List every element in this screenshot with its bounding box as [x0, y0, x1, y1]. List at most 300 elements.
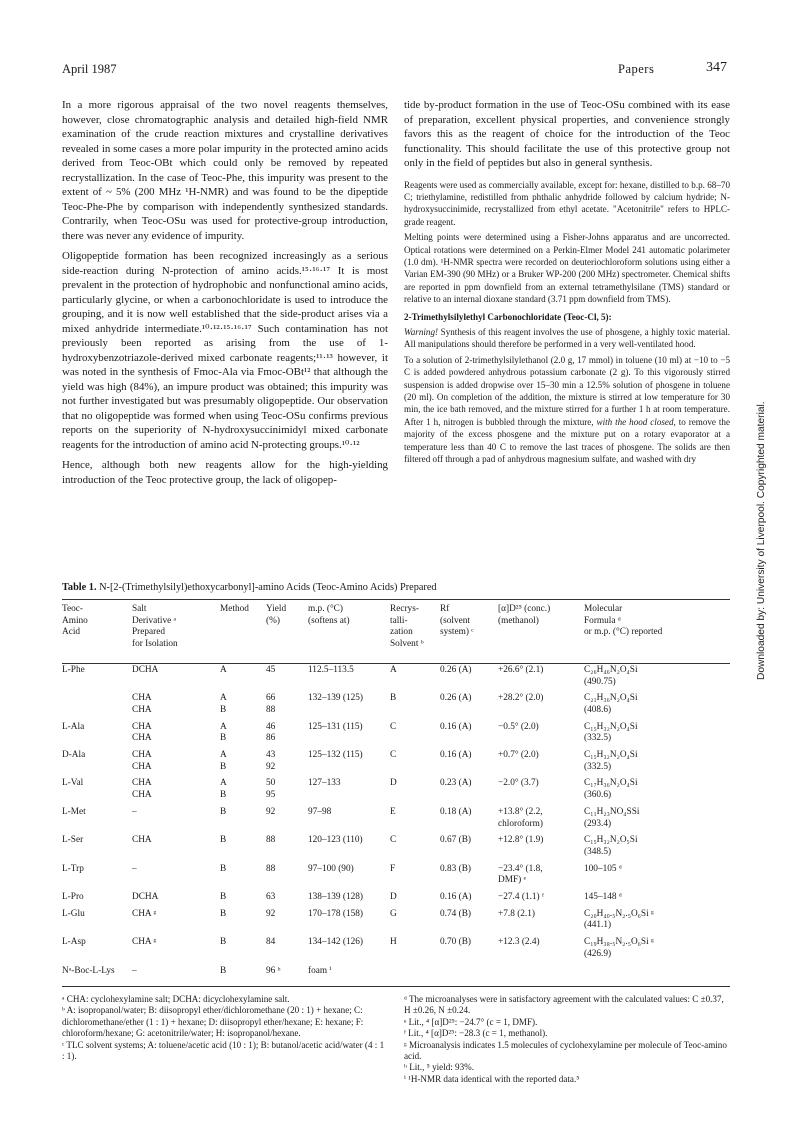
warning-text: Synthesis of this reagent involves the use of phosgene, a highly toxic material. All manipulations should therefore be performed in a very well-ventilated hood. [404, 326, 730, 350]
cell-line: 145–148 ᵈ [584, 892, 622, 903]
cell-line: L-Ala [62, 721, 85, 732]
table-cell [390, 807, 440, 835]
cell-line: 88 [266, 704, 276, 715]
table-cell [390, 693, 440, 721]
cell-line: – [132, 863, 137, 874]
cell-line: D [390, 892, 397, 903]
table-label: Table 1. [62, 582, 97, 593]
cell-line: 170–178 (158) [308, 908, 364, 919]
table-cell [584, 966, 730, 983]
table-cell [132, 966, 220, 983]
table-row [62, 807, 730, 835]
table-cell [62, 966, 132, 983]
cell-line: C₁₅H₃₂N₂O₄Si [584, 721, 638, 732]
cell-line: L-Asp [62, 937, 86, 948]
cell-line: (332.5) [584, 761, 612, 772]
cell-line: 66 [266, 693, 276, 704]
cell-line: 100–105 ᵈ [584, 863, 622, 874]
table-cell [220, 750, 266, 778]
cell-line: L-Trp [62, 863, 84, 874]
cell-line: 0.26 (A) [440, 693, 472, 704]
cell-line: 97–98 [308, 806, 332, 817]
cell-line: 127–133 [308, 778, 341, 789]
header-line: for Isolation [132, 639, 178, 650]
table-cell [584, 835, 730, 863]
cell-line: – [132, 965, 137, 976]
table-cell [220, 835, 266, 863]
header-line: Derivative ᵃ [132, 615, 177, 626]
cell-line: A [390, 664, 397, 675]
column-header [308, 604, 390, 665]
table-cell [220, 937, 266, 965]
cell-line: B [220, 937, 227, 948]
table-cell [308, 835, 390, 863]
cell-line: DCHA [132, 892, 159, 903]
cell-line: 134–142 (126) [308, 937, 364, 948]
table-cell [498, 722, 584, 750]
table-cell [220, 807, 266, 835]
table-cell [308, 909, 390, 937]
running-head-date: April 1987 [62, 62, 117, 76]
table-cell [266, 693, 308, 721]
header-line: Method [220, 604, 249, 614]
cell-line: L-Val [62, 778, 84, 789]
header-line: zation [390, 627, 413, 638]
cell-line: 63 [266, 892, 276, 903]
cell-line: +12.8° (1.9) [498, 835, 544, 846]
cell-line: CHA [132, 750, 152, 761]
cell-line: CHA ᵍ [132, 937, 157, 948]
cell-line: 0.26 (A) [440, 664, 472, 675]
body-paragraph: In a more rigorous appraisal of the two novel reagents themselves, however, close chromatographic analysis and detailed high-field NMR examination of the crude reaction mixtures and crystalline derivatives revealed in some cases a more polar impurity in the protected amino acids derived from Teoc-OBt which could only be removed by repeated recrystallization. In the case of Teoc-Phe, this impurity was present to the extent of ~ 5% (200 MHz ¹H-NMR) and was found to be the dipeptide Teoc-Phe-Phe by comparison with independently synthesized standards. Contrarily, when Teoc-OSu was used for protective-group introduction, there was never any evidence of impurity. [62, 99, 388, 242]
footnote: ᵃ CHA: cyclohexylamine salt; DCHA: dicyclohexylamine salt. [62, 994, 290, 1004]
cell-line: 95 [266, 790, 276, 801]
table-cell [498, 778, 584, 806]
warning-paragraph [404, 326, 730, 351]
cell-line: H [390, 937, 397, 948]
cell-line: 125–131 (115) [308, 721, 363, 732]
table-cell [440, 909, 498, 937]
section-heading: 2-Trimethylsilylethyl Carbonochloridate (Teoc-Cl, 5): [404, 311, 612, 322]
table-cell [390, 909, 440, 937]
footnote: ⁱ ¹H-NMR data identical with the reported data.⁵ [404, 1073, 580, 1084]
header-line: Solvent ᵇ [390, 639, 424, 650]
footnote: ᵍ Microanalysis indicates 1.5 molecules of cyclohexylamine per molecule of Teoc-amino acid. [404, 1039, 727, 1062]
table-row [62, 693, 730, 721]
table-cell [584, 909, 730, 937]
header-line: Rf [440, 604, 450, 614]
cell-line: L-Met [62, 806, 86, 817]
table-cell [440, 722, 498, 750]
table-cell [132, 937, 220, 965]
cell-line: L-Glu [62, 908, 85, 919]
cell-line: foam ⁱ [308, 965, 332, 976]
header-line: (solvent [440, 615, 470, 626]
footnote: ᶜ TLC solvent systems; A: toluene/acetic acid (10 : 1); B: butanol/acetic acid/water (4 : 1 : 1). [62, 1039, 385, 1062]
table-cell [266, 665, 308, 693]
cell-line: C [390, 750, 397, 761]
table-cell [498, 892, 584, 909]
cell-line: (360.6) [584, 790, 612, 801]
table-cell [308, 892, 390, 909]
table-cell [440, 665, 498, 693]
table-cell [584, 778, 730, 806]
header-line: Formula ᵈ [584, 615, 621, 626]
cell-line: (408.6) [584, 704, 612, 715]
cell-line: 84 [266, 937, 276, 948]
cell-line: L-Ser [62, 835, 84, 846]
cell-line: 43 [266, 750, 276, 761]
table-row [62, 937, 730, 965]
cell-line: B [220, 835, 227, 846]
cell-line: C [390, 721, 397, 732]
header-line: Yield [266, 604, 287, 614]
table-cell [62, 693, 132, 721]
table-cell [440, 778, 498, 806]
table-cell [266, 909, 308, 937]
cell-line: A [220, 664, 227, 675]
table-cell [584, 807, 730, 835]
table-cell [132, 909, 220, 937]
table-cell [266, 778, 308, 806]
warning-label: Warning! [404, 326, 439, 337]
cell-line: DCHA [132, 664, 159, 675]
table-cell [220, 892, 266, 909]
cell-line: B [220, 733, 227, 744]
table-cell [498, 807, 584, 835]
table-cell [266, 807, 308, 835]
procedure-emphasis: with the hood closed, [596, 416, 676, 427]
cell-line: B [220, 790, 227, 801]
header-line: (softens at) [308, 615, 350, 626]
footnotes-right [404, 994, 730, 1085]
cell-line: 132–139 (125) [308, 693, 364, 704]
cell-line: D-Ala [62, 750, 86, 761]
cell-line: +7.8 (2.1) [498, 908, 536, 919]
cell-line: C [390, 835, 397, 846]
cell-line: (441.1) [584, 920, 612, 931]
table-title: N-[2-(Trimethylsilyl)ethoxycarbonyl]-amino Acids (Teoc-Amino Acids) Prepared [96, 582, 437, 593]
table-cell [390, 665, 440, 693]
table-cell [266, 864, 308, 892]
cell-line: A [220, 750, 227, 761]
column-header [584, 604, 730, 665]
table-cell [266, 750, 308, 778]
cell-line: 88 [266, 863, 276, 874]
table-cell [132, 807, 220, 835]
right-column [404, 98, 730, 468]
cell-line: C₁₅H₃₂N₂O₄Si [584, 750, 638, 761]
footnote: ᵉ Lit., ⁴ [α]D²⁵: −24.7° (c = 1, DMF). [404, 1016, 538, 1027]
table-cell [440, 864, 498, 892]
table-cell [440, 966, 498, 983]
table-cell [62, 892, 132, 909]
cell-line: (490.75) [584, 676, 616, 687]
footnote: ʰ Lit., ⁵ yield: 93%. [404, 1062, 474, 1073]
header-line: Teoc- [62, 604, 84, 614]
cell-line: +13.8° (2.2, [498, 806, 543, 817]
table-cell [266, 835, 308, 863]
table-row [62, 665, 730, 693]
left-column [62, 98, 388, 493]
table-cell [266, 722, 308, 750]
table-cell [62, 835, 132, 863]
running-head-section: Papers [618, 62, 655, 76]
column-header [440, 604, 498, 665]
table-row [62, 835, 730, 863]
page-number: 347 [706, 60, 727, 75]
cell-line: Nᵃ-Boc-L-Lys [62, 965, 115, 976]
cell-line: 0.70 (B) [440, 937, 471, 948]
cell-line: C₁₅H₃₂N₂O₅Si [584, 835, 638, 846]
column-header [62, 604, 132, 665]
header-line: (methanol) [498, 615, 539, 626]
table-row [62, 909, 730, 937]
cell-line: −27.4 (1.1) ᶠ [498, 892, 544, 903]
table-cell [498, 693, 584, 721]
cell-line: C₁₉H₃₈.₅N₂.₅O₆Si ᵍ [584, 937, 654, 948]
cell-line: 92 [266, 908, 276, 919]
cell-line: 97–100 (90) [308, 863, 354, 874]
cell-line: – [132, 806, 137, 817]
table-cell [308, 807, 390, 835]
cell-line: L-Phe [62, 664, 85, 675]
cell-line: 0.16 (A) [440, 750, 472, 761]
table-cell [584, 665, 730, 693]
table-cell [308, 966, 390, 983]
cell-line: A [220, 693, 227, 704]
cell-line: chloroform) [498, 818, 543, 829]
cell-line: CHA [132, 693, 152, 704]
table-cell [132, 722, 220, 750]
table-cell [220, 864, 266, 892]
footnotes-left [62, 994, 386, 1062]
table-row [62, 966, 730, 983]
cell-line: C₁₁H₂₃NO₄SSi [584, 806, 640, 817]
table-cell [390, 864, 440, 892]
table-cell [308, 750, 390, 778]
cell-line: B [220, 704, 227, 715]
cell-line: (348.5) [584, 846, 612, 857]
cell-line: (332.5) [584, 733, 612, 744]
table-cell [498, 864, 584, 892]
cell-line: −2.0° (3.7) [498, 778, 539, 789]
table-cell [308, 778, 390, 806]
table-cell [132, 665, 220, 693]
column-header [390, 604, 440, 665]
table-cell [390, 892, 440, 909]
table-cell [220, 693, 266, 721]
amino-acid-table [62, 604, 730, 982]
table-cell [498, 750, 584, 778]
cell-line: 120–123 (110) [308, 835, 363, 846]
table-cell [440, 937, 498, 965]
cell-line: 46 [266, 721, 276, 732]
body-paragraph: Hence, although both new reagents allow for the high-yielding introduction of the Teoc protective group, the lack of oligopep- [62, 459, 388, 486]
cell-line: 0.23 (A) [440, 778, 472, 789]
cell-line: C₁₇H₃₆N₂O₄Si [584, 778, 638, 789]
cell-line: 86 [266, 733, 276, 744]
cell-line: 138–139 (128) [308, 892, 364, 903]
table-cell [440, 693, 498, 721]
cell-line: 125–132 (115) [308, 750, 363, 761]
table-cell [62, 722, 132, 750]
table-cell [62, 750, 132, 778]
cell-line: 45 [266, 664, 276, 675]
table-cell [440, 750, 498, 778]
table-cell [498, 937, 584, 965]
procedure-paragraph [404, 354, 730, 466]
cell-line: B [220, 908, 227, 919]
cell-line: A [220, 721, 227, 732]
cell-line: (293.4) [584, 818, 612, 829]
table-cell [584, 750, 730, 778]
cell-line: CHA [132, 790, 152, 801]
table-cell [390, 778, 440, 806]
table-cell [62, 665, 132, 693]
table-cell [498, 835, 584, 863]
experimental-paragraph: Melting points were determined using a Fisher-Johns apparatus and are uncorrected. Optical rotations were determined on a Perkin-Elmer Model 241 automatic polarimeter (1.0 dm). ¹H-NMR spectra were recorded on deuteriochloroform solutions using either a Varian EM-390 (90 MHz) or a Bruker WP-200 (200 MHz) spectrometer. Chemical shifts are reported in ppm downfield from an external tetramethylsilane (TMS) standard or relative to an internal dioxane standard (3.71 ppm downfield from TMS). [404, 232, 730, 305]
header-line: m.p. (°C) [308, 604, 343, 614]
table-caption [62, 582, 437, 593]
cell-line: (426.9) [584, 948, 612, 959]
cell-line: CHA [132, 721, 152, 732]
table-row [62, 750, 730, 778]
table-row [62, 864, 730, 892]
header-line: Molecular [584, 604, 623, 614]
cell-line: B [220, 892, 227, 903]
cell-line: 96 ʰ [266, 965, 281, 976]
header-line: system) ᶜ [440, 627, 474, 638]
table-cell [220, 722, 266, 750]
table-cell [390, 750, 440, 778]
procedure-text: To a solution of 2-trimethylsilylethanol (2.0 g, 17 mmol) in toluene (10 ml) at −10 to −5 C is added powdered anhydrous potassium carbonate (2 g). To this vigorously stirred suspension is added dropwise over 15–30 min a 12.5% solution of phosgene in toluene (20 ml). On completion of the addition, the mixture is stirred at low temperature for 30 min, the ice bath removed, and the mixture stirred for a further 1 h at room temperature. After 1 h, nitrogen is bubbled through the mixture, [404, 354, 730, 427]
table-cell [584, 864, 730, 892]
body-paragraph: Oligopeptide formation has been recognized increasingly as a serious side-reaction during N-protection of amino acids.¹⁵·¹⁶·¹⁷ It is most prevalent in the protection of hydrophobic and nonfunctional amino acids, particularly glycine, or when a carbonochloridate is used to introduce the grouping, and it is now well established that the side-product arises via a mixed anhydride intermediate.¹⁰·¹²·¹⁵·¹⁶·¹⁷ Such contamination has not previously been reported as arising from the use of 1-hydroxybenzotriazole-derived mixed carbonate reagents;¹¹·¹³ however, it was noted in the synthesis of Fmoc-Ala via Fmoc-OBt¹² that although the yield was high (84%), an impure product was obtained; this impurity was not further investigated but was presumably oligopeptide. Our observation that no oligopeptide was formed when using Teoc-OSu confirms previous reports on the superiority of N-hydroxysuccinimidyl mixed carbonate reagents for the introduction of amino acid N-protecting groups.¹⁰·¹² [62, 250, 388, 451]
header-line: Recrys- [390, 604, 419, 614]
table-cell [498, 966, 584, 983]
table-cell [440, 807, 498, 835]
table-cell [220, 966, 266, 983]
header-line: Salt [132, 604, 147, 614]
table-cell [390, 835, 440, 863]
table-cell [390, 937, 440, 965]
table-top-rule [62, 599, 730, 600]
cell-line: F [390, 863, 396, 874]
table-cell [62, 909, 132, 937]
cell-line: B [390, 693, 397, 704]
cell-line: 112.5–113.5 [308, 664, 354, 675]
table-cell [266, 937, 308, 965]
column-header [266, 604, 308, 665]
cell-line: E [390, 806, 396, 817]
cell-line: CHA [132, 704, 152, 715]
table-cell [440, 835, 498, 863]
cell-line: CHA [132, 778, 152, 789]
footnote: ᵈ The microanalyses were in satisfactory agreement with the calculated values: C ±0.37, H ±0.26, N ±0.24. [404, 994, 724, 1016]
download-watermark: Downloaded by: University of Liverpool. Copyrighted material. [756, 401, 767, 680]
cell-line: 0.74 (B) [440, 908, 471, 919]
footnote: ᵇ A: isopropanol/water; B: diisopropyl ether/dichloromethane (20 : 1) + hexane; C: dichloromethane/ether (1 : 1) + hexane; D: diisopropyl ether/hexane; E: hexane; F: chloroform/hexane; G: acetonitrile/water; H: isopropanol/hexane. [62, 1005, 364, 1039]
cell-line: CHA [132, 835, 152, 846]
column-header [132, 604, 220, 665]
table-cell [62, 937, 132, 965]
header-line: (%) [266, 615, 280, 626]
cell-line: 92 [266, 806, 276, 817]
table-cell [220, 909, 266, 937]
cell-line: C₂₆H₄₆N₂O₄Si [584, 664, 638, 675]
table-cell [132, 778, 220, 806]
table-cell [308, 665, 390, 693]
body-paragraph: tide by-product formation in the use of Teoc-OSu combined with its ease of preparation, excellent physical properties, and convenience strongly favors this as the reagent of choice for the introduction of the Teoc functionality. This should facilitate the use of this protective group not only in the field of peptides but also in general synthesis. [404, 99, 730, 169]
table-cell [498, 909, 584, 937]
header-line: talli- [390, 615, 408, 626]
table-row [62, 778, 730, 806]
table-cell [132, 892, 220, 909]
cell-line: CHA [132, 733, 152, 744]
table-cell [62, 864, 132, 892]
table-cell [62, 807, 132, 835]
cell-line: B [220, 761, 227, 772]
cell-line: −0.5° (2.0) [498, 721, 539, 732]
cell-line: DMF) ᵉ [498, 875, 526, 886]
cell-line: 88 [266, 835, 276, 846]
table-header-row [62, 604, 730, 665]
cell-line: CHA ᵍ [132, 908, 157, 919]
cell-line: G [390, 908, 397, 919]
column-header [220, 604, 266, 665]
cell-line: 0.83 (B) [440, 863, 471, 874]
table-cell [266, 966, 308, 983]
table-cell [390, 966, 440, 983]
table-cell [132, 835, 220, 863]
cell-line: C₂₀H₄₀.₅N₂.₅O₆Si ᵍ [584, 908, 654, 919]
table-cell [584, 693, 730, 721]
cell-line: 0.16 (A) [440, 721, 472, 732]
cell-line: D [390, 778, 397, 789]
table-cell [266, 892, 308, 909]
header-line: Acid [62, 627, 81, 638]
table-cell [440, 892, 498, 909]
table-cell [498, 665, 584, 693]
table-bottom-rule [62, 986, 730, 987]
cell-line: +0.7° (2.0) [498, 750, 539, 761]
table-cell [584, 892, 730, 909]
cell-line: +26.6° (2.1) [498, 664, 544, 675]
cell-line: B [220, 806, 227, 817]
table-cell [220, 665, 266, 693]
cell-line: B [220, 965, 227, 976]
cell-line: 0.18 (A) [440, 806, 472, 817]
cell-line: 0.16 (A) [440, 892, 472, 903]
cell-line: −23.4° (1.8, [498, 863, 543, 874]
cell-line: 0.67 (B) [440, 835, 471, 846]
cell-line: +28.2° (2.0) [498, 693, 544, 704]
table-cell [220, 778, 266, 806]
header-line: or m.p. (°C) reported [584, 627, 663, 638]
table-cell [390, 722, 440, 750]
cell-line: B [220, 863, 227, 874]
table-cell [584, 722, 730, 750]
table-cell [132, 864, 220, 892]
cell-line: L-Pro [62, 892, 84, 903]
table-cell [584, 937, 730, 965]
table-cell [132, 693, 220, 721]
table-row [62, 892, 730, 909]
cell-line: 92 [266, 761, 276, 772]
table-cell [132, 750, 220, 778]
table-cell [62, 778, 132, 806]
